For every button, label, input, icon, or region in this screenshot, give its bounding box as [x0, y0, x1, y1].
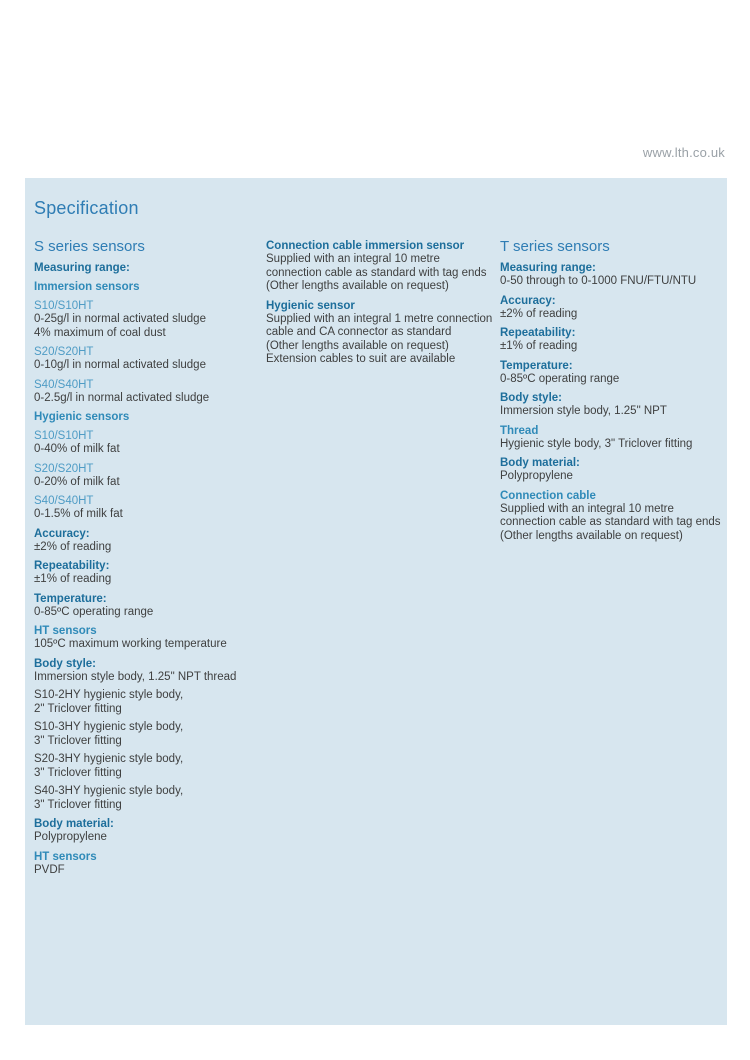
- spec-label: Body material:: [500, 457, 580, 469]
- specification-panel: [25, 178, 727, 1025]
- spec-sublabel: Thread: [500, 424, 539, 437]
- column-connection-cable: [266, 237, 498, 367]
- spec-value: 4% maximum of coal dust: [34, 326, 166, 339]
- column-t-series-sensors: [500, 237, 725, 543]
- model-number: S10/S10HT: [34, 430, 94, 442]
- spec-value: Supplied with an integral 10 metre: [500, 502, 674, 515]
- spec-value: Polypropylene: [34, 831, 107, 843]
- spec-sublabel: HT sensors: [34, 850, 97, 863]
- spec-value: Extension cables to suit are available: [266, 353, 456, 365]
- spec-value: 0-50 through to 0-1000 FNU/FTU/NTU: [500, 275, 697, 287]
- spec-label: Accuracy:: [34, 527, 90, 540]
- model-number: S40/S40HT: [34, 378, 94, 391]
- spec-label: Measuring range:: [500, 262, 596, 274]
- spec-value: 0-10g/l in normal activated sludge: [34, 359, 206, 371]
- website-url: www.lth.co.uk: [642, 145, 725, 160]
- spec-sublabel: Immersion sensors: [34, 281, 140, 293]
- spec-value: S10-3HY hygienic style body,: [34, 721, 184, 733]
- model-number: S20/S20HT: [34, 346, 94, 358]
- spec-value: ±1% of reading: [500, 340, 578, 352]
- spec-value: S20-3HY hygienic style body,: [34, 753, 184, 765]
- spec-value: 105ºC maximum working temperature: [34, 638, 227, 650]
- spec-value: Hygienic style body, 3" Triclover fitting: [500, 437, 693, 450]
- spec-value: 3" Triclover fitting: [34, 798, 122, 811]
- spec-value: Immersion style body, 1.25" NPT thread: [34, 670, 237, 683]
- spec-value: 0-1.5% of milk fat: [34, 508, 123, 520]
- model-number: S20/S20HT: [34, 462, 94, 475]
- spec-value: 3" Triclover fitting: [34, 734, 122, 747]
- spec-value: 0-20% of milk fat: [34, 475, 120, 488]
- spec-label: Connection cable immersion sensor: [266, 240, 465, 252]
- spec-value: 0-85ºC operating range: [34, 605, 154, 618]
- spec-value: ±2% of reading: [34, 540, 112, 553]
- spec-value: Supplied with an integral 1 metre connection: [266, 312, 493, 325]
- spec-value: 0-85ºC operating range: [500, 372, 620, 385]
- spec-value: 0-2.5g/l in normal activated sludge: [34, 391, 210, 404]
- spec-value: S40-3HY hygienic style body,: [34, 785, 184, 797]
- spec-label: Body style:: [500, 392, 562, 404]
- spec-label: Measuring range:: [34, 262, 130, 274]
- spec-value: PVDF: [34, 863, 65, 876]
- spec-label: Repeatability:: [500, 327, 576, 339]
- section-heading: T series sensors: [500, 238, 610, 255]
- section-heading: S series sensors: [34, 238, 145, 255]
- spec-value: connection cable as standard with tag ends: [266, 266, 487, 279]
- spec-value: (Other lengths available on request): [500, 529, 683, 542]
- spec-value: Immersion style body, 1.25" NPT: [500, 405, 667, 417]
- spec-label: Temperature:: [34, 592, 107, 605]
- spec-value: ±2% of reading: [500, 307, 578, 320]
- spec-label: Temperature:: [500, 359, 573, 372]
- spec-label: Body material:: [34, 818, 114, 830]
- spec-value: connection cable as standard with tag ends: [500, 516, 721, 528]
- spec-value: Supplied with an integral 10 metre: [266, 253, 440, 265]
- spec-value: (Other lengths available on request): [266, 339, 449, 352]
- spec-sublabel: Connection cable: [500, 489, 596, 502]
- spec-label: Accuracy:: [500, 294, 556, 307]
- column-s-series-sensors: [34, 237, 266, 877]
- spec-value: Polypropylene: [500, 470, 573, 482]
- spec-sublabel: HT sensors: [34, 625, 97, 637]
- spec-label: Hygienic sensor: [266, 299, 355, 312]
- spec-value: S10-2HY hygienic style body,: [34, 689, 184, 701]
- spec-label: Body style:: [34, 657, 96, 670]
- spec-sublabel: Hygienic sensors: [34, 411, 130, 423]
- model-number: S10/S10HT: [34, 300, 94, 312]
- spec-value: 0-25g/l in normal activated sludge: [34, 313, 206, 325]
- spec-label: Repeatability:: [34, 560, 110, 572]
- spec-value: (Other lengths available on request): [266, 280, 449, 292]
- spec-value: cable and CA connector as standard: [266, 326, 452, 338]
- spec-value: ±1% of reading: [34, 573, 112, 585]
- spec-value: 3" Triclover fitting: [34, 766, 122, 779]
- model-number: S40/S40HT: [34, 495, 94, 507]
- spec-value: 0-40% of milk fat: [34, 443, 120, 455]
- spec-value: 2" Triclover fitting: [34, 702, 122, 715]
- page-title: Specification: [34, 198, 139, 218]
